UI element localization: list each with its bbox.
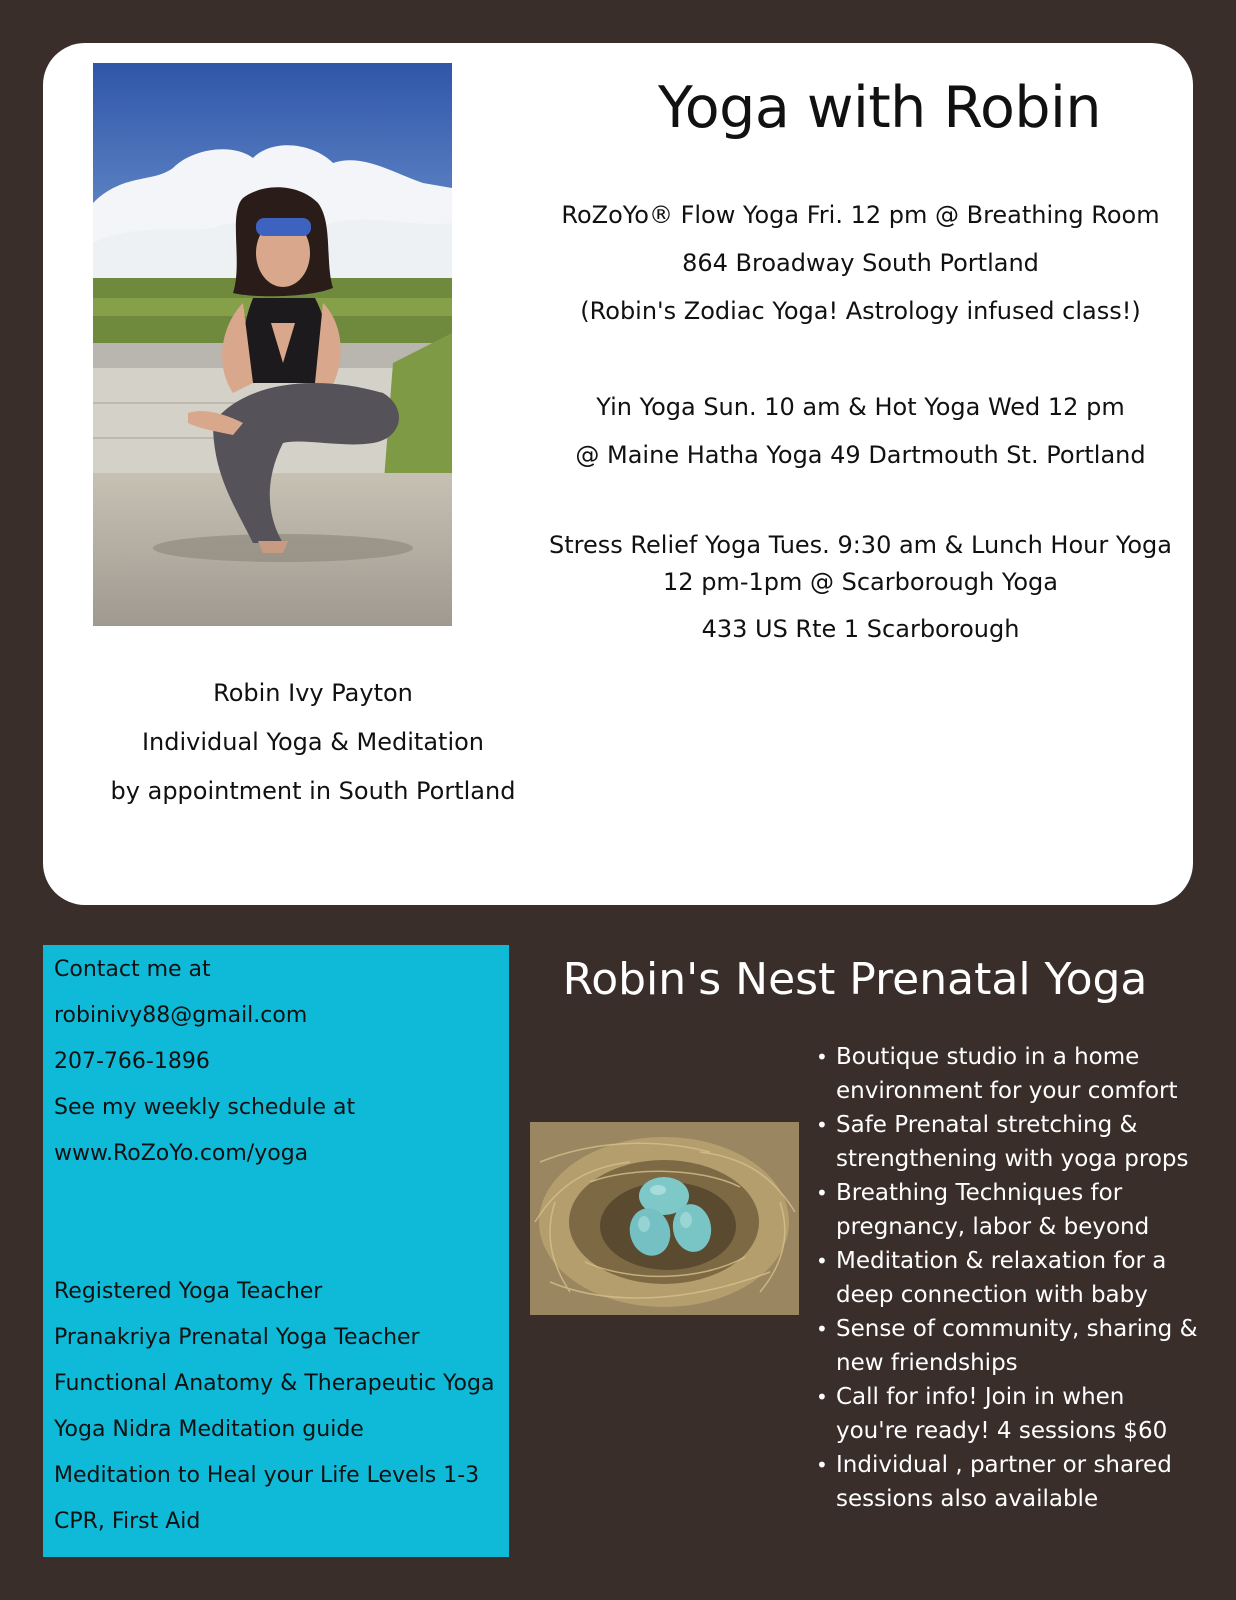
- list-item: [814, 1040, 1214, 1108]
- bullet-line: strengthening with yoga props: [836, 1146, 1189, 1172]
- bullet-line: environment for your comfort: [836, 1078, 1178, 1104]
- bullet-line: sessions also available: [836, 1486, 1099, 1512]
- schedule-line: RoZoYo® Flow Yoga Fri. 12 pm @ Breathing Room: [561, 201, 1160, 229]
- list-item: [814, 1108, 1214, 1176]
- schedule-text: See my weekly schedule at: [54, 1095, 356, 1120]
- prenatal-title: Robin's Nest Prenatal Yoga: [562, 954, 1148, 1005]
- list-item: [814, 1312, 1214, 1380]
- website-link[interactable]: www.RoZoYo.com/yoga: [54, 1141, 309, 1166]
- bullet-line: Breathing Techniques for: [836, 1180, 1123, 1206]
- schedule-line: Yin Yoga Sun. 10 am & Hot Yoga Wed 12 pm: [596, 393, 1125, 421]
- bullet-line: deep connection with baby: [836, 1282, 1148, 1308]
- instructor-location: by appointment in South Portland: [110, 777, 516, 805]
- credential-item: Meditation to Heal your Life Levels 1-3: [54, 1463, 480, 1488]
- instructor-service: Individual Yoga & Meditation: [141, 728, 485, 756]
- credential-item: Pranakriya Prenatal Yoga Teacher: [54, 1325, 420, 1350]
- bullet-icon: •: [816, 1181, 828, 1205]
- bullet-icon: •: [816, 1317, 828, 1341]
- list-item: [814, 1380, 1214, 1448]
- schedule-line: Stress Relief Yoga Tues. 9:30 am & Lunch Hour Yoga: [549, 531, 1172, 559]
- contact-heading: Contact me at: [54, 957, 211, 982]
- nest-eggs-photo: [530, 1122, 799, 1315]
- class-schedule: [548, 191, 1173, 653]
- prenatal-bullets: [814, 1040, 1214, 1516]
- contact-panel: [43, 945, 509, 1557]
- top-card: [43, 43, 1193, 905]
- bullet-icon: •: [816, 1453, 828, 1477]
- spacer: [548, 479, 1173, 527]
- bullet-line: new friendships: [836, 1350, 1018, 1376]
- bullet-line: pregnancy, labor & beyond: [836, 1214, 1150, 1240]
- yoga-pose-illustration: [93, 63, 452, 626]
- list-item: [814, 1244, 1214, 1312]
- bullet-line: you're ready! 4 sessions $60: [836, 1418, 1168, 1444]
- yoga-pose-photo: [93, 63, 452, 626]
- schedule-line: (Robin's Zodiac Yoga! Astrology infused class!): [580, 297, 1141, 325]
- bullet-line: Sense of community, sharing &: [836, 1316, 1198, 1342]
- bullet-icon: •: [816, 1249, 828, 1273]
- schedule-line: @ Maine Hatha Yoga 49 Dartmouth St. Portland: [575, 441, 1146, 469]
- list-item: [814, 1176, 1214, 1244]
- schedule-line: 433 US Rte 1 Scarborough: [701, 615, 1020, 643]
- bullet-icon: •: [816, 1113, 828, 1137]
- page-title: Yoga with Robin: [658, 75, 1101, 141]
- schedule-line: 12 pm-1pm @ Scarborough Yoga: [663, 568, 1058, 596]
- bullet-icon: •: [816, 1385, 828, 1409]
- bullet-icon: •: [816, 1045, 828, 1069]
- list-item: [814, 1448, 1214, 1516]
- credential-item: Yoga Nidra Meditation guide: [54, 1417, 364, 1442]
- phone-number[interactable]: 207-766-1896: [54, 1049, 210, 1074]
- schedule-line: 864 Broadway South Portland: [682, 249, 1039, 277]
- email-link[interactable]: robinivy88@gmail.com: [54, 1003, 308, 1028]
- credential-item: Registered Yoga Teacher: [54, 1279, 323, 1304]
- bullet-line: Boutique studio in a home: [836, 1044, 1140, 1070]
- credential-item: Functional Anatomy & Therapeutic Yoga: [54, 1371, 495, 1396]
- bullet-line: Call for info! Join in when: [836, 1384, 1125, 1410]
- credential-item: CPR, First Aid: [54, 1509, 201, 1534]
- nest-illustration: [530, 1122, 799, 1315]
- spacer: [548, 335, 1173, 383]
- instructor-name: Robin Ivy Payton: [213, 679, 413, 707]
- instructor-bio: [83, 669, 543, 816]
- bullet-line: Individual , partner or shared: [836, 1452, 1172, 1478]
- bullet-line: Meditation & relaxation for a: [836, 1248, 1167, 1274]
- bullet-line: Safe Prenatal stretching &: [836, 1112, 1138, 1138]
